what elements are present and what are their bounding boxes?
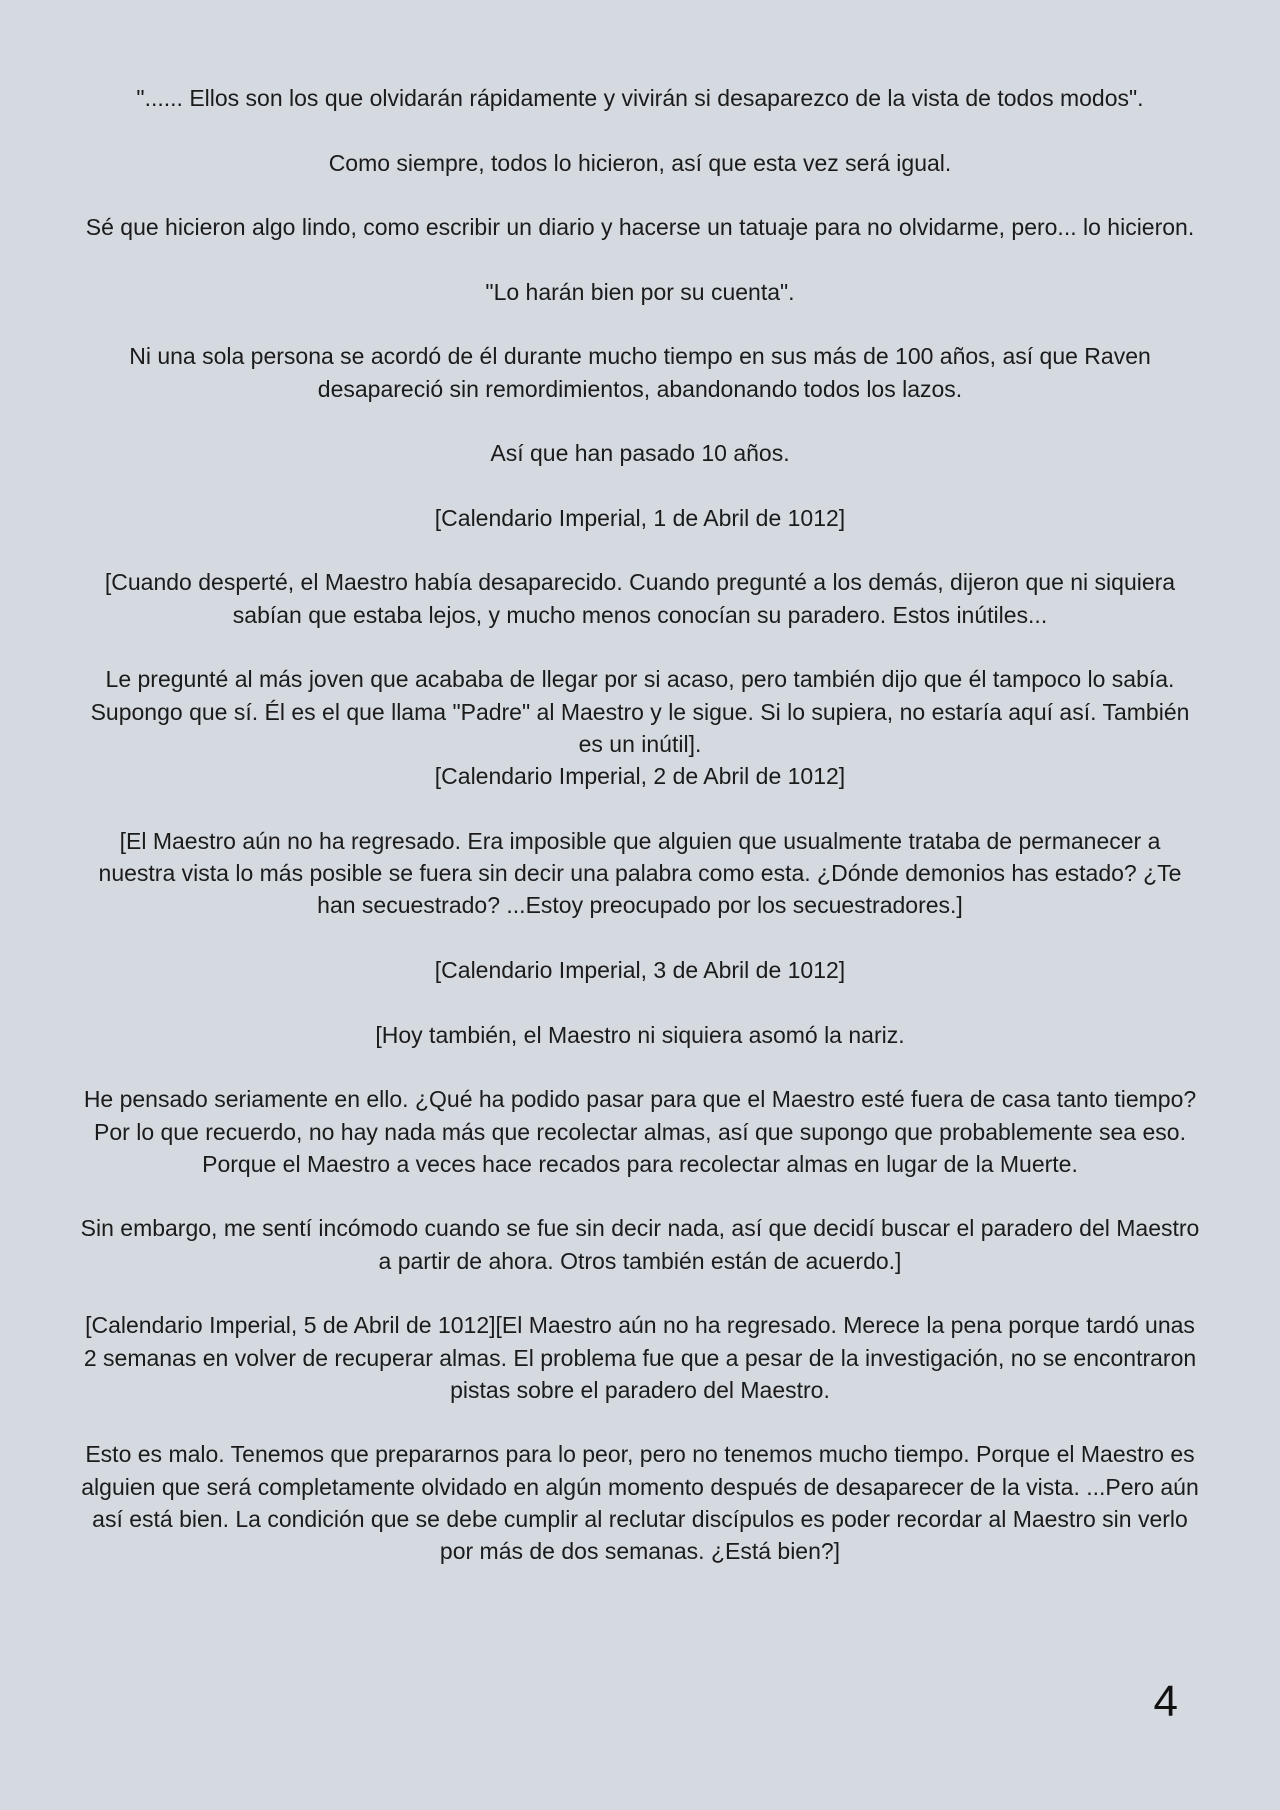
document-body: [80, 82, 1200, 1600]
paragraph-quote-on-their-own: "Lo harán bien por su cuenta".: [485, 278, 795, 305]
paragraph-raven-disappeared: Ni una sola persona se acordó de él durante mucho tiempo en sus más de 100 años, así que Raven desapareció sin remordimientos, abandonando todos los lazos.: [129, 343, 1151, 402]
diary-entry-youngest-disciple: Le pregunté al más joven que acababa de llegar por si acaso, pero también dijo que él tampoco lo sabía. Supongo que sí. Él es el que llama "Padre" al Maestro y le sigue. Si lo supiera, no estaría aquí así. También es un inútil].: [90, 666, 1190, 757]
page-number: 4: [1153, 1677, 1178, 1726]
diary-entry-not-returned: [El Maestro aún no ha regresado. Era imposible que alguien que usualmente trataba de permanecer a nuestra vista lo más posible se fuera sin decir una palabra como esta. ¿Dónde demonios has estado? ¿Te han secuestrado? ...Estoy preocupado por los secuestradores.]: [98, 827, 1182, 919]
diary-entry-search-decision: Sin embargo, me sentí incómodo cuando se fue sin decir nada, así que decidí buscar el paradero del Maestro a partir de ahora. Otros también están de acuerdo.]: [80, 1215, 1200, 1274]
paragraph-as-always: Como siempre, todos lo hicieron, así que esta vez será igual.: [328, 149, 952, 176]
paragraph-diary-tattoo: Sé que hicieron algo lindo, como escribir un diario y hacerse un tatuaje para no olvidarme, pero... lo hicieron.: [85, 214, 1195, 241]
diary-date-april-1: [Calendario Imperial, 1 de Abril de 1012]: [434, 504, 846, 531]
diary-entry-prepare-worst: Esto es malo. Tenemos que prepararnos para lo peor, pero no tenemos mucho tiempo. Porque el Maestro es alguien que será completamente olvidado en algún momento después de desaparecer de la vista. ...Pero aún así está bien. La condición que se debe cumplir al reclutar discípulos es poder recordar al Maestro sin verlo por más de dos semanas. ¿Está bien?]: [81, 1441, 1199, 1565]
paragraph-ten-years: Así que han pasado 10 años.: [490, 440, 790, 467]
diary-entry-april-5: [Calendario Imperial, 5 de Abril de 1012][El Maestro aún no ha regresado. Merece la pena porque tardó unas 2 semanas en volver de recuperar almas. El problema fue que a pesar de la investigación, no se encontraron pistas sobre el paradero del Maestro.: [83, 1312, 1197, 1403]
diary-date-april-2: [Calendario Imperial, 2 de Abril de 1012]: [434, 763, 846, 790]
diary-entry-collecting-souls: He pensado seriamente en ello. ¿Qué ha podido pasar para que el Maestro esté fuera de casa tanto tiempo? Por lo que recuerdo, no hay nada más que recolectar almas, así que supongo que probablemente sea eso. Porque el Maestro a veces hace recados para recolectar almas en lugar de la Muerte.: [83, 1086, 1197, 1177]
paragraph-quote-forget: "...... Ellos son los que olvidarán rápidamente y vivirán si desaparezco de la vista de todos modos".: [136, 85, 1144, 111]
diary-entry-master-missing: [Cuando desperté, el Maestro había desaparecido. Cuando pregunté a los demás, dijeron que ni siquiera sabían que estaba lejos, y mucho menos conocían su paradero. Estos inútiles...: [104, 569, 1176, 628]
diary-entry-no-show: [Hoy también, el Maestro ni siquiera asomó la nariz.: [375, 1021, 905, 1048]
diary-date-april-3: [Calendario Imperial, 3 de Abril de 1012]: [434, 957, 846, 984]
